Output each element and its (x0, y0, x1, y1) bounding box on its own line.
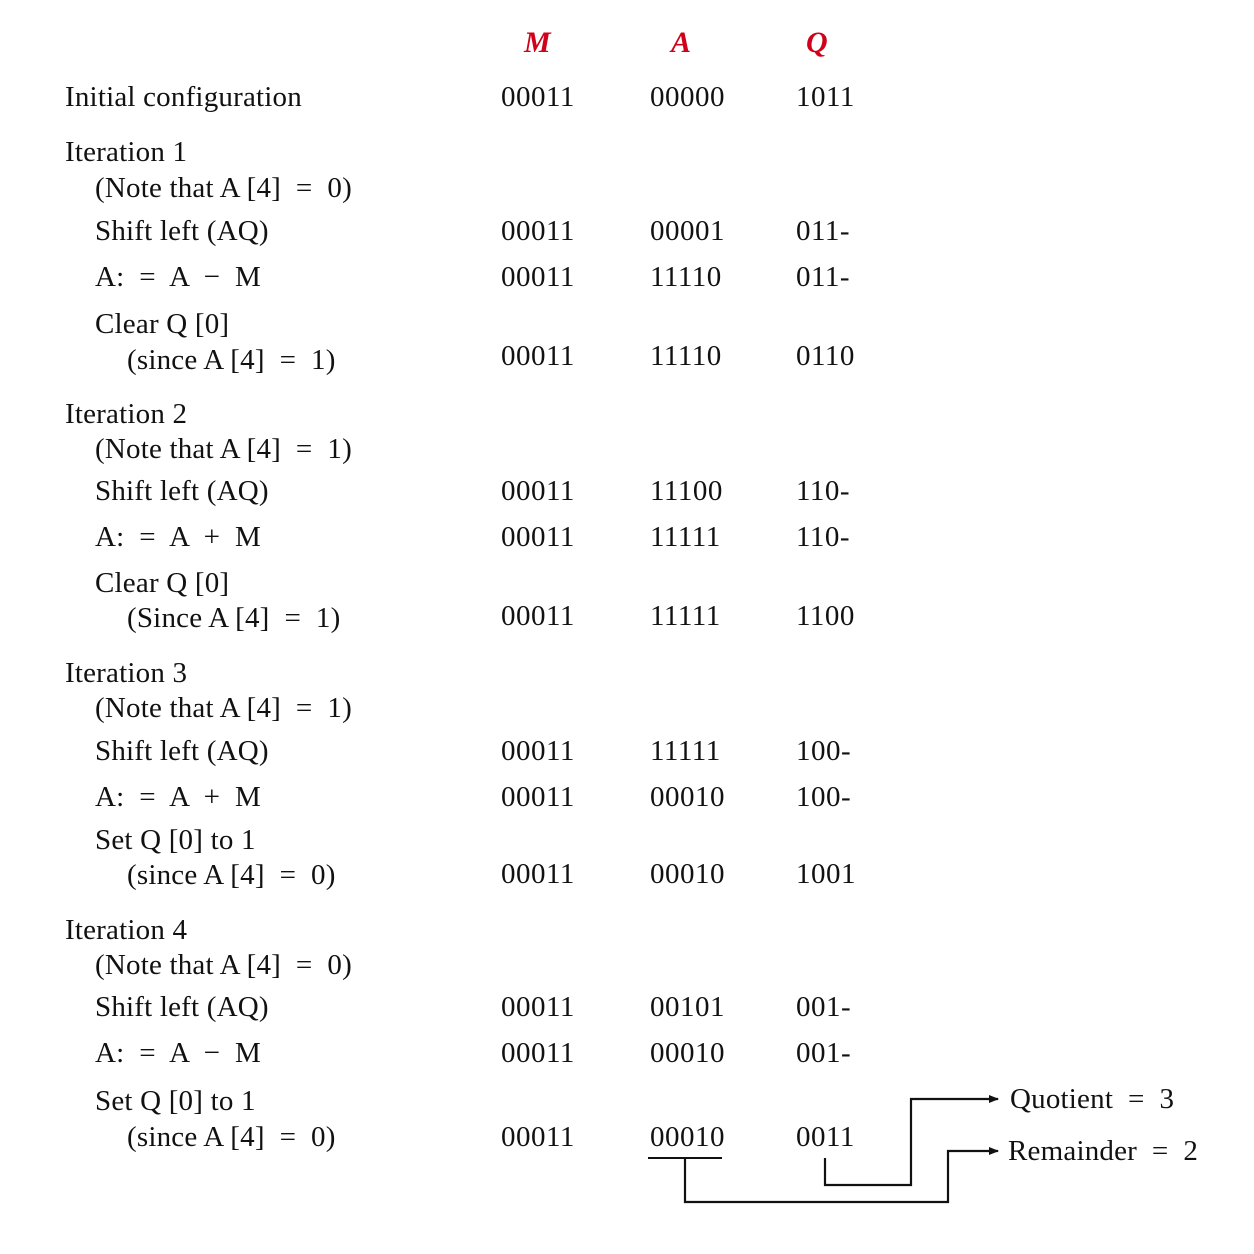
iteration-4-title: Iteration 4 (65, 914, 188, 946)
iteration-1-note: (Note that A [4] = 0) (95, 172, 352, 204)
iteration-3-op-a: 00010 (650, 781, 725, 813)
iteration-2-title: Iteration 2 (65, 398, 188, 430)
iteration-1-op-label: A: = A − M (95, 261, 262, 293)
iteration-3-shift-q: 100- (796, 735, 852, 767)
initial-q: 1011 (796, 81, 855, 113)
iteration-2-set-q: 1100 (796, 600, 855, 632)
quotient-arrow (825, 1099, 998, 1185)
initial-label: Initial configuration (65, 81, 302, 113)
iteration-3-op-m: 00011 (501, 781, 575, 813)
iteration-2-set-sub: (Since A [4] = 1) (127, 602, 341, 634)
final-remainder-a: 00010 (650, 1121, 725, 1153)
iteration-1-set-label: Clear Q [0] (95, 308, 230, 340)
remainder-arrow (685, 1151, 998, 1202)
iteration-4-op-a: 00010 (650, 1037, 725, 1069)
iteration-1-op-q: 011- (796, 261, 851, 293)
iteration-3-set-label: Set Q [0] to 1 (95, 824, 256, 856)
final-quotient-q: 0011 (796, 1121, 855, 1153)
iteration-2-shift-a: 11100 (650, 475, 723, 507)
iteration-2-shift-m: 00011 (501, 475, 575, 507)
iteration-1-op-a: 11110 (650, 261, 722, 293)
iteration-1-shift-q: 011- (796, 215, 851, 247)
iteration-1-shift-m: 00011 (501, 215, 575, 247)
iteration-3-note: (Note that A [4] = 1) (95, 692, 352, 724)
iteration-3-title: Iteration 3 (65, 657, 188, 689)
iteration-3-op-q: 100- (796, 781, 852, 813)
iteration-2-set-label: Clear Q [0] (95, 567, 230, 599)
iteration-1-set-q: 0110 (796, 340, 855, 372)
iteration-3-set-q: 1001 (796, 858, 856, 890)
iteration-2-op-a: 11111 (650, 521, 721, 553)
iteration-2-note: (Note that A [4] = 1) (95, 433, 352, 465)
iteration-3-set-m: 00011 (501, 858, 575, 890)
iteration-4-op-q: 001- (796, 1037, 852, 1069)
iteration-3-shift-m: 00011 (501, 735, 575, 767)
iteration-3-set-a: 00010 (650, 858, 725, 890)
remainder-result: Remainder = 2 (1008, 1135, 1199, 1167)
iteration-1-shift-label: Shift left (AQ) (95, 215, 269, 247)
iteration-1-title: Iteration 1 (65, 136, 188, 168)
iteration-3-shift-a: 11111 (650, 735, 721, 767)
iteration-2-shift-label: Shift left (AQ) (95, 475, 269, 507)
iteration-1-op-m: 00011 (501, 261, 575, 293)
iteration-1-set-m: 00011 (501, 340, 575, 372)
iteration-2-set-m: 00011 (501, 600, 575, 632)
iteration-2-shift-q: 110- (796, 475, 851, 507)
iteration-3-shift-label: Shift left (AQ) (95, 735, 269, 767)
iteration-2-op-q: 110- (796, 521, 851, 553)
iteration-4-shift-label: Shift left (AQ) (95, 991, 269, 1023)
iteration-2-op-m: 00011 (501, 521, 575, 553)
iteration-4-note: (Note that A [4] = 0) (95, 949, 352, 981)
iteration-2-op-label: A: = A + M (95, 521, 262, 553)
column-header-q: Q (806, 26, 828, 59)
iteration-3-set-sub: (since A [4] = 0) (127, 859, 336, 891)
column-header-m: M (524, 26, 551, 59)
iteration-4-set-label: Set Q [0] to 1 (95, 1085, 256, 1117)
iteration-4-op-label: A: = A − M (95, 1037, 262, 1069)
iteration-2-set-a: 11111 (650, 600, 721, 632)
initial-m: 00011 (501, 81, 575, 113)
iteration-4-shift-m: 00011 (501, 991, 575, 1023)
iteration-1-shift-a: 00001 (650, 215, 725, 247)
iteration-4-op-m: 00011 (501, 1037, 575, 1069)
iteration-1-set-sub: (since A [4] = 1) (127, 344, 336, 376)
iteration-1-set-a: 11110 (650, 340, 722, 372)
iteration-4-shift-q: 001- (796, 991, 852, 1023)
iteration-3-op-label: A: = A + M (95, 781, 262, 813)
iteration-4-set-m: 00011 (501, 1121, 575, 1153)
iteration-4-set-sub: (since A [4] = 0) (127, 1121, 336, 1153)
quotient-result: Quotient = 3 (1010, 1083, 1175, 1115)
iteration-4-shift-a: 00101 (650, 991, 725, 1023)
column-header-a: A (671, 26, 692, 59)
initial-a: 00000 (650, 81, 725, 113)
